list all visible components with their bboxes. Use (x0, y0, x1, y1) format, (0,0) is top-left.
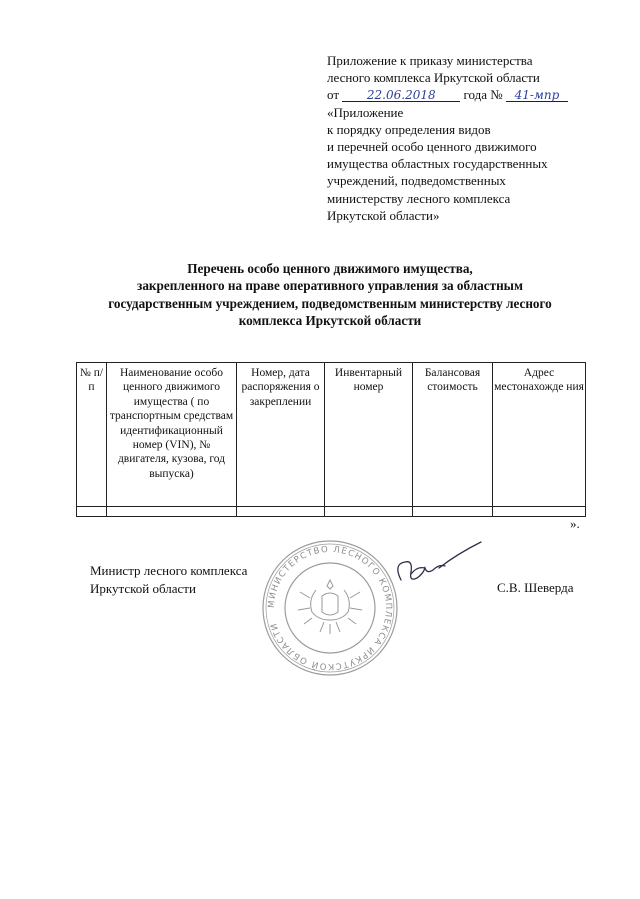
annex-date-line (327, 86, 627, 103)
annex-header (327, 52, 627, 224)
header-cell-address: Адрес местонахожде ния (493, 363, 586, 507)
title-line-4: комплекса Иркутской области (238, 312, 422, 328)
annex-quote-line-6: министерству лесного комплекса (327, 190, 511, 206)
table-cell (107, 507, 237, 517)
table-cell (237, 507, 325, 517)
handwritten-date: 22.06.2018 (342, 89, 460, 102)
table-cell (325, 507, 413, 517)
year-word: года № (463, 87, 503, 103)
from-prefix: от (327, 87, 340, 103)
handwritten-signature (383, 540, 483, 600)
annex-line-1: Приложение к приказу министерства (327, 53, 533, 68)
minister-title-line-2: Иркутской области (90, 581, 196, 596)
annex-quote-line-1: «Приложение (327, 104, 404, 120)
annex-quote-line-4: имущества областных государственных (327, 156, 548, 172)
annex-line-2: лесного комплекса Иркутской области (327, 70, 540, 86)
closing-quote-mark: ». (570, 516, 580, 531)
annex-quote-line-3: и перечней особо ценного движимого (327, 139, 537, 155)
svg-text:МИНИСТЕРСТВО ЛЕСНОГО КОМПЛЕКСА: МИНИСТЕРСТВО ЛЕСНОГО КОМПЛЕКСА ИРКУТСКОЙ ОБЛАСТИ (266, 544, 394, 672)
table-cell (77, 507, 107, 517)
table-cell (413, 507, 493, 517)
title-line-2: закрепленного на праве оперативного управления за областным (137, 278, 523, 294)
table-row (77, 507, 586, 517)
minister-block (90, 562, 247, 598)
minister-name: С.В. Шеверда (497, 580, 574, 595)
table-header-row (77, 363, 586, 507)
header-cell-order: Номер, дата распоряжения о закреплении (237, 363, 325, 507)
header-cell-balance: Балансовая стоимость (413, 363, 493, 507)
header-cell-name: Наименование особо ценного движимого имущества ( по транспортным средствам идентификационный номер (VIN), № двигателя, кузова, год выпуска) (107, 363, 237, 507)
title-line-1: Перечень особо ценного движимого имущества, (187, 261, 473, 276)
minister-title-line-1: Министр лесного комплекса (90, 563, 248, 578)
header-cell-number: № п/п (77, 363, 107, 507)
official-seal-stamp (260, 538, 400, 678)
handwritten-number: 41-мпр (506, 89, 568, 102)
document-title (80, 260, 580, 329)
title-line-3: государственным учреждением, подведомственным министерству лесного (108, 295, 552, 311)
header-cell-inventory: Инвентарный номер (325, 363, 413, 507)
annex-quote-line-5: учреждений, подведомственных (327, 173, 506, 189)
table-cell (493, 507, 586, 517)
property-table (76, 362, 586, 517)
annex-quote-line-2: к порядку определения видов (327, 121, 491, 137)
annex-quote-line-7: Иркутской области» (327, 207, 440, 223)
